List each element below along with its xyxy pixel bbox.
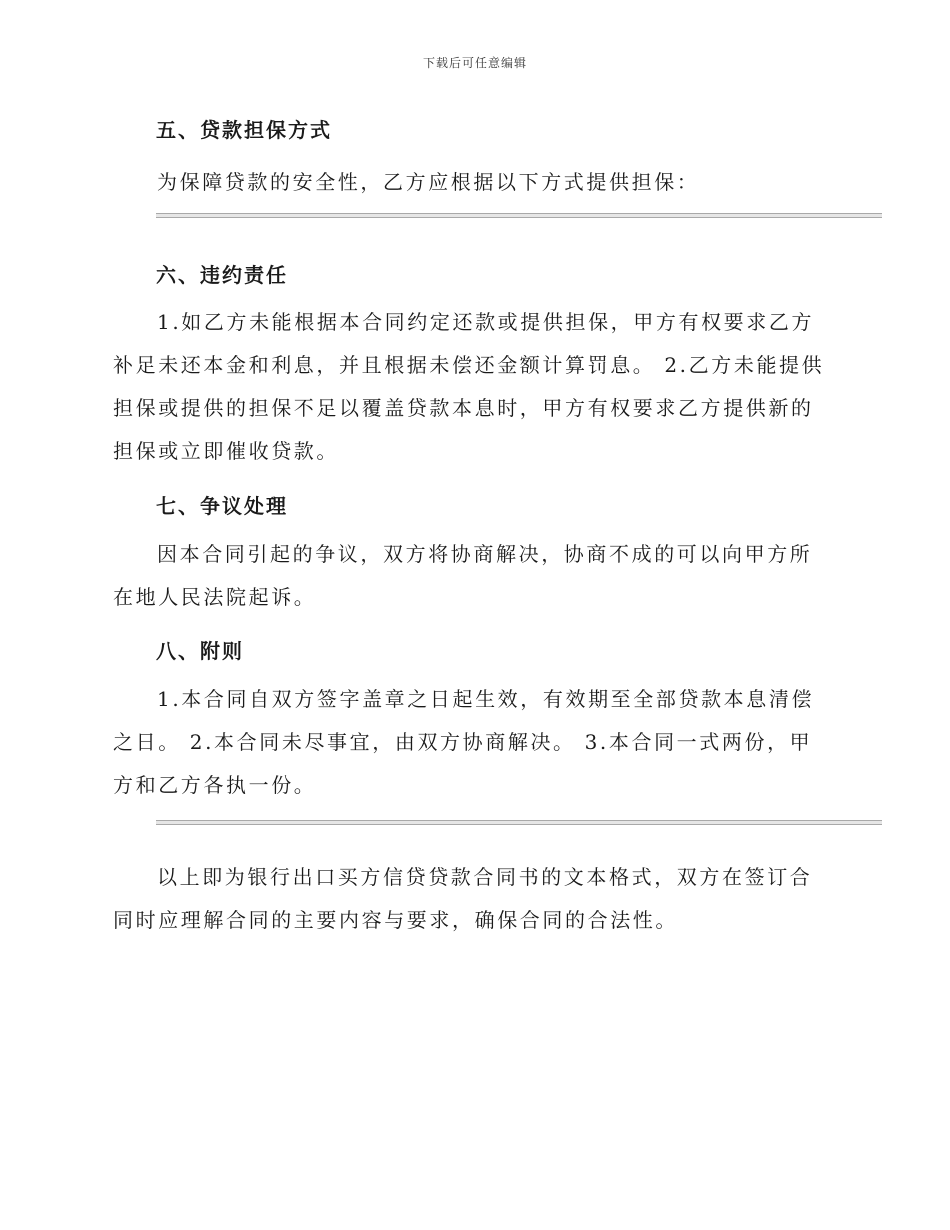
section-body-supplementary: 1.本合同自双方签字盖章之日起生效，有效期至全部贷款本息清偿之日。 2.本合同未尽事宜，由双方协商解决。 3.本合同一式两份，甲方和乙方各执一份。 — [113, 687, 815, 797]
divider — [156, 820, 882, 825]
divider — [156, 213, 882, 218]
page-header-note: 下载后可任意编辑 — [422, 56, 527, 70]
section-body-guarantee: 为保障贷款的安全性，乙方应根据以下方式提供担保： — [157, 170, 700, 194]
section-heading-dispute: 七、争议处理 — [156, 494, 288, 518]
section-heading-liability: 六、违约责任 — [156, 263, 288, 287]
section-body-dispute: 因本合同引起的争议，双方将协商解决，协商不成的可以向甲方所在地人民法院起诉。 — [113, 542, 813, 609]
section-heading-guarantee: 五、贷款担保方式 — [156, 118, 332, 142]
closing-paragraph: 以上即为银行出口买方信贷贷款合同书的文本格式，双方在签订合同时应理解合同的主要内容与要求，确保合同的合法性。 — [113, 865, 813, 932]
section-body-liability: 1.如乙方未能根据本合同约定还款或提供担保，甲方有权要求乙方补足未还本金和利息，并且根据未偿还金额计算罚息。 2.乙方未能提供担保或提供的担保不足以覆盖贷款本息时，甲方有权要求乙方提供新的担保或立即催收贷款。 — [113, 310, 825, 463]
section-heading-supplementary: 八、附则 — [156, 639, 244, 663]
